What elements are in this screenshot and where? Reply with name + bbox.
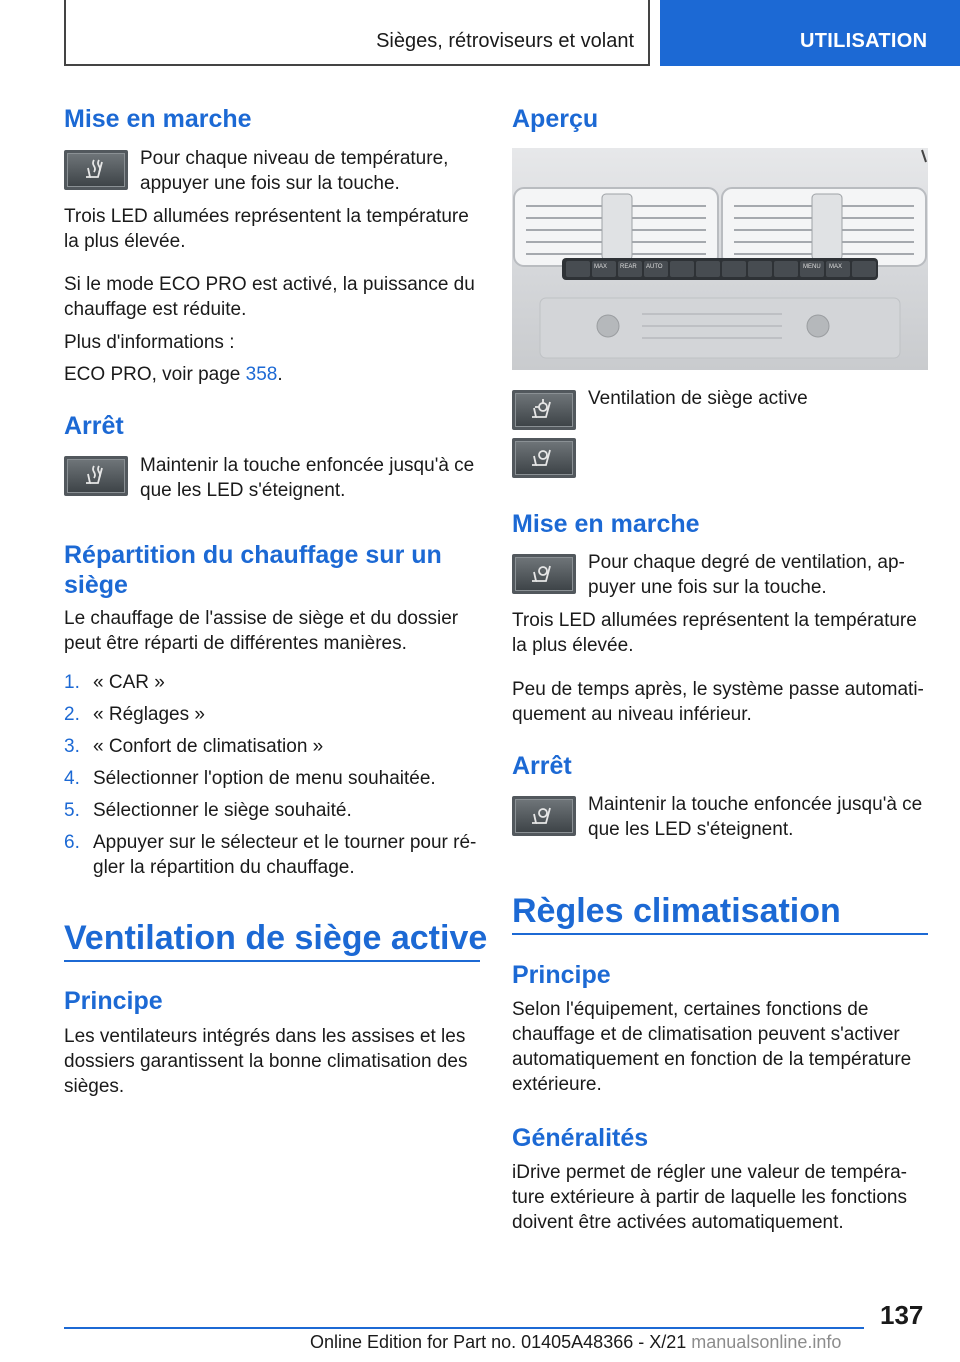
step-number: 1. (64, 672, 80, 693)
regles-principe-line1: Selon l'équipement, certaines fonctions de (512, 999, 869, 1020)
heading-mise-en-marche-ventilation: Mise en marche (512, 510, 700, 538)
step-text: « CAR » (93, 672, 165, 693)
heading-arret: Arrêt (64, 412, 124, 440)
step-number: 6. (64, 832, 80, 853)
ventilation-arret-line1: Maintenir la touche enfoncée jusqu'à ce (588, 794, 923, 815)
chapter-title: Sièges, rétroviseurs et volant (376, 30, 634, 52)
heading-regles: Règles climatisation (512, 892, 841, 930)
repartition-intro-line1: Le chauffage de l'assise de siège et du dossier (64, 608, 459, 629)
regles-principe-line4: extérieure. (512, 1074, 602, 1095)
generalites-line1: iDrive permet de régler une valeur de tempéra- (512, 1162, 907, 1183)
footer-rule (64, 1327, 864, 1329)
principe-line2: dossiers garantissent la bonne climatisation des (64, 1051, 468, 1072)
heading-repartition-line2: siège (64, 571, 128, 599)
step-text: Sélectionner le siège souhaité. (93, 800, 352, 821)
heading-generalites: Généralités (512, 1124, 649, 1152)
climate-panel-photo (512, 148, 928, 370)
footer-edition (310, 1332, 841, 1353)
repartition-intro-line2: peut être réparti de différentes manières. (64, 633, 407, 654)
generalites-line2: ture extérieure à partir de laquelle les fonctions (512, 1187, 908, 1208)
step-number: 5. (64, 800, 80, 821)
seat-heating-button-icon (64, 150, 128, 190)
ventilation-led-line2: la plus élevée. (512, 635, 634, 656)
eco-text-line1: Si le mode ECO PRO est activé, la puissance du (64, 274, 475, 295)
step-text: « Réglages » (93, 704, 205, 725)
heading-rule (64, 960, 480, 962)
eco-pro-ref-suffix: . (277, 364, 283, 385)
ventilation-auto-line1: Peu de temps après, le système passe automati- (512, 679, 924, 700)
generalites-line3: doivent être activées automatiquement. (512, 1212, 844, 1233)
step-text: gler la répartition du chauffage. (93, 857, 355, 878)
led-text-line2: la plus élevée. (64, 231, 186, 252)
regles-principe-line2: chauffage et de climatisation peuvent s'activer (512, 1024, 900, 1045)
ventilation-marche-line1: Pour chaque degré de ventilation, ap- (588, 552, 905, 573)
regles-principe-line3: automatiquement en fonction de la température (512, 1049, 912, 1070)
seat-ventilation-button-icon (512, 438, 576, 478)
arret-line1: Maintenir la touche enfoncée jusqu'à ce (140, 455, 475, 476)
heading-repartition-line1: Répartition du chauffage sur un (64, 541, 442, 569)
heading-ventilation: Ventilation de siège active (64, 919, 488, 957)
seat-ventilation-button-icon (512, 796, 576, 836)
principe-line1: Les ventilateurs intégrés dans les assises et les (64, 1026, 466, 1047)
step-number: 2. (64, 704, 80, 725)
watermark-text: manualsonline.info (691, 1332, 842, 1352)
ventilation-led-line1: Trois LED allumées représentent la température (512, 610, 917, 631)
seat-ventilation-button-icon (512, 390, 576, 430)
heading-rule (512, 933, 928, 935)
photo-label-max2: MAX (829, 264, 843, 270)
seat-heating-button-icon (64, 456, 128, 496)
eco-text-line2: chauffage est réduite. (64, 299, 247, 320)
heading-arret-ventilation: Arrêt (512, 752, 572, 780)
ventilation-label: Ventilation de siège active (588, 388, 808, 409)
step-text: Sélectionner l'option de menu souhaitée. (93, 768, 436, 789)
ventilation-marche-line2: puyer une fois sur la touche. (588, 577, 827, 598)
photo-label-auto: AUTO (646, 264, 663, 270)
led-text-line1: Trois LED allumées représentent la température (64, 206, 469, 227)
photo-label-max: MAX (594, 264, 608, 270)
heading-mise-en-marche: Mise en marche (64, 105, 252, 133)
more-info-text: Plus d'informations : (64, 332, 235, 353)
chapter-header (64, 0, 650, 66)
ventilation-auto-line2: quement au niveau inférieur. (512, 704, 752, 725)
mise-en-marche-line1: Pour chaque niveau de température, (140, 148, 449, 169)
mise-en-marche-line2: appuyer une fois sur la touche. (140, 173, 400, 194)
step-text: « Confort de climatisation » (93, 736, 324, 757)
edition-text: Online Edition for Part no. 01405A48366 - X/21 (310, 1332, 687, 1352)
step-number: 4. (64, 768, 80, 789)
heading-apercu: Aperçu (512, 105, 599, 133)
page-number: 137 (880, 1300, 924, 1330)
page-link-358[interactable]: 358 (245, 364, 278, 385)
ventilation-arret-line2: que les LED s'éteignent. (588, 819, 794, 840)
seat-ventilation-button-icon (512, 554, 576, 594)
arret-line2: que les LED s'éteignent. (140, 480, 346, 501)
eco-pro-ref (64, 362, 283, 387)
heading-principe: Principe (64, 987, 163, 1015)
photo-label-rear: REAR (620, 264, 637, 270)
principe-line3: sièges. (64, 1076, 125, 1097)
eco-pro-ref-prefix: ECO PRO, voir page (64, 364, 246, 385)
section-title: UTILISATION (800, 30, 928, 52)
section-tab[interactable] (660, 0, 960, 66)
heading-principe-regles: Principe (512, 961, 611, 989)
photo-label-menu: MENU (803, 264, 821, 270)
step-number: 3. (64, 736, 80, 757)
step-text: Appuyer sur le sélecteur et le tourner pour ré- (93, 832, 477, 853)
